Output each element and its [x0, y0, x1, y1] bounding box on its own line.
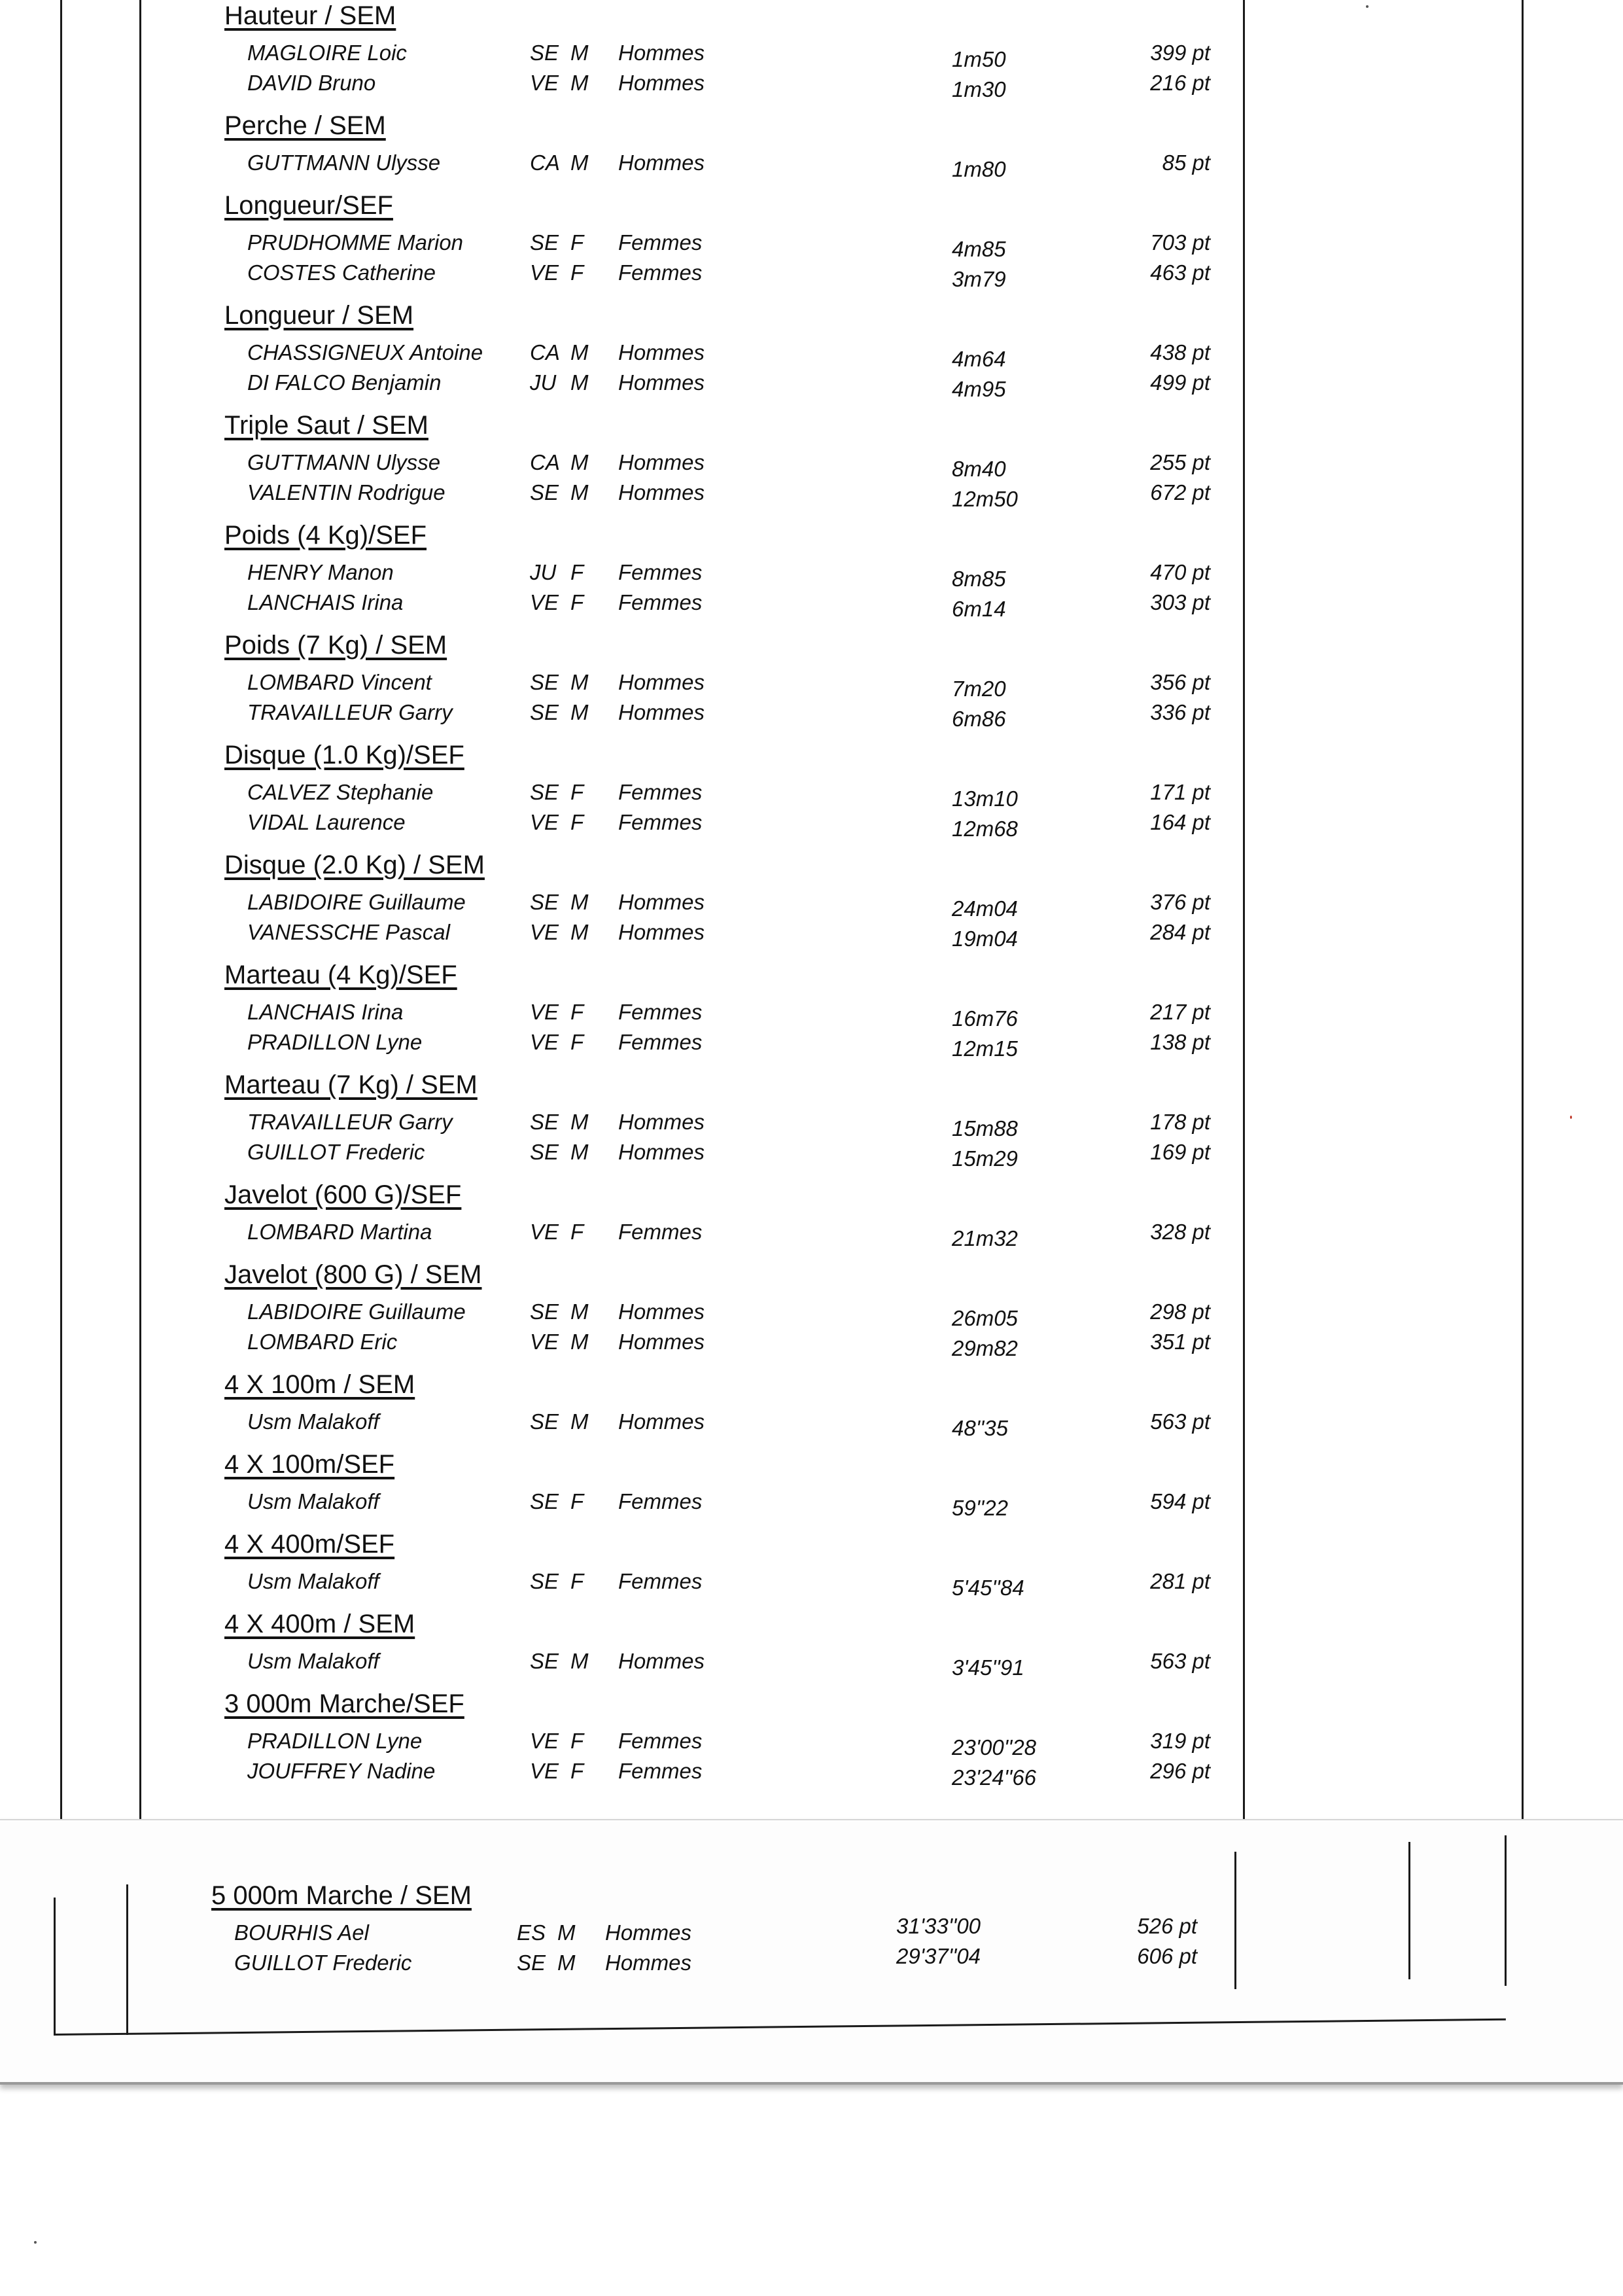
points: 164 pt — [1150, 810, 1210, 834]
category: SE — [517, 1951, 546, 1975]
sex: M — [557, 1920, 576, 1945]
points: 255 pt — [1150, 450, 1210, 474]
performance: 4m64 — [952, 347, 1006, 371]
athlete-name: Usm Malakoff — [247, 1489, 379, 1513]
points: 281 pt — [1150, 1569, 1210, 1593]
performance: 7m20 — [952, 677, 1006, 701]
points: 169 pt — [1150, 1140, 1210, 1164]
category: SE — [530, 1649, 559, 1673]
category: VE — [530, 1030, 559, 1054]
points: 328 pt — [1150, 1220, 1210, 1244]
points: 217 pt — [1150, 1000, 1210, 1024]
performance: 15m88 — [952, 1116, 1018, 1140]
performance: 48''35 — [952, 1416, 1009, 1440]
category: SE — [530, 1140, 559, 1164]
points: 351 pt — [1150, 1330, 1210, 1354]
gender-group: Femmes — [618, 260, 703, 285]
category: SE — [530, 1110, 559, 1134]
athlete-name: DAVID Bruno — [247, 71, 376, 95]
gender-group: Hommes — [618, 670, 705, 694]
athlete-name: VIDAL Laurence — [247, 810, 406, 834]
athlete-name: Usm Malakoff — [247, 1569, 379, 1593]
sex: M — [570, 1409, 589, 1434]
gender-group: Hommes — [605, 1951, 692, 1975]
points: 356 pt — [1150, 670, 1210, 694]
sex: M — [570, 1110, 589, 1134]
points: 85 pt — [1162, 150, 1210, 175]
sex: M — [570, 1649, 589, 1673]
athlete-name: LOMBARD Martina — [247, 1220, 432, 1244]
sex: F — [570, 230, 584, 255]
gender-group: Femmes — [618, 810, 703, 834]
athlete-name: HENRY Manon — [247, 560, 394, 584]
sex: M — [570, 71, 589, 95]
category: SE — [530, 1299, 559, 1324]
sex: M — [570, 41, 589, 65]
performance: 12m15 — [952, 1036, 1018, 1061]
category: JU — [530, 370, 557, 395]
performance: 24m04 — [952, 896, 1018, 921]
performance: 19m04 — [952, 927, 1018, 951]
points: 563 pt — [1150, 1409, 1210, 1434]
sex: M — [570, 920, 589, 944]
performance: 26m05 — [952, 1306, 1018, 1330]
event-title: 4 X 100m/SEF — [224, 1450, 395, 1479]
event-title: Disque (2.0 Kg) / SEM — [224, 851, 485, 879]
points: 319 pt — [1150, 1729, 1210, 1753]
athlete-name: TRAVAILLEUR Garry — [247, 700, 453, 724]
category: VE — [530, 1220, 559, 1244]
category: SE — [530, 230, 559, 255]
performance: 12m50 — [952, 487, 1018, 511]
athlete-name: LANCHAIS Irina — [247, 590, 404, 614]
gender-group: Femmes — [618, 590, 703, 614]
gender-group: Femmes — [618, 780, 703, 804]
sex: F — [570, 1729, 584, 1753]
category: VE — [530, 920, 559, 944]
sex: M — [570, 700, 589, 724]
gender-group: Femmes — [618, 1030, 703, 1054]
points-column-line — [1243, 0, 1245, 1822]
athlete-name: GUTTMANN Ulysse — [247, 150, 441, 175]
points: 526 pt — [1137, 1914, 1197, 1938]
points: 138 pt — [1150, 1030, 1210, 1054]
category: VE — [530, 810, 559, 834]
category: SE — [530, 670, 559, 694]
sex: F — [570, 1489, 584, 1513]
sex: M — [570, 1299, 589, 1324]
performance: 6m14 — [952, 597, 1006, 621]
category: SE — [530, 700, 559, 724]
points: 563 pt — [1150, 1649, 1210, 1673]
sex: F — [570, 1000, 584, 1024]
event-title: Disque (1.0 Kg)/SEF — [224, 741, 464, 769]
scan-speck — [34, 2241, 37, 2244]
category: CA — [530, 340, 560, 364]
gender-group: Hommes — [618, 370, 705, 395]
points: 606 pt — [1137, 1944, 1197, 1968]
sex: F — [570, 560, 584, 584]
sex: M — [570, 890, 589, 914]
performance: 1m50 — [952, 47, 1006, 71]
event-title: Longueur/SEF — [224, 191, 393, 220]
event-title: 4 X 400m / SEM — [224, 1610, 415, 1638]
category: VE — [530, 1330, 559, 1354]
event-title: 4 X 400m/SEF — [224, 1530, 395, 1559]
strip-right-line-b — [1505, 1835, 1507, 1986]
category: ES — [517, 1920, 546, 1945]
athlete-name: LABIDOIRE Guillaume — [247, 890, 466, 914]
sex: M — [570, 480, 589, 504]
sex: F — [570, 1220, 584, 1244]
gender-group: Femmes — [618, 1759, 703, 1783]
category: VE — [530, 260, 559, 285]
athlete-name: PRADILLON Lyne — [247, 1729, 423, 1753]
strip-points-line — [1234, 1852, 1236, 1989]
sex: M — [557, 1951, 576, 1975]
strip-right-line-a — [1408, 1842, 1410, 1979]
gender-group: Hommes — [618, 890, 705, 914]
sex: M — [570, 1140, 589, 1164]
gender-group: Hommes — [618, 1330, 705, 1354]
gender-group: Hommes — [618, 150, 705, 175]
category: SE — [530, 890, 559, 914]
sex: F — [570, 780, 584, 804]
performance: 23'24''66 — [952, 1765, 1037, 1790]
performance: 6m86 — [952, 707, 1006, 731]
gender-group: Femmes — [618, 1220, 703, 1244]
gender-group: Femmes — [618, 230, 703, 255]
performance: 4m85 — [952, 237, 1006, 261]
category: JU — [530, 560, 557, 584]
athlete-name: JOUFFREY Nadine — [247, 1759, 436, 1783]
gender-group: Hommes — [618, 920, 705, 944]
performance: 29'37''04 — [896, 1944, 981, 1968]
sex: M — [570, 670, 589, 694]
gender-group: Hommes — [618, 480, 705, 504]
sex: F — [570, 1569, 584, 1593]
athlete-name: PRADILLON Lyne — [247, 1030, 423, 1054]
performance: 8m85 — [952, 567, 1006, 591]
event-title: Perche / SEM — [224, 111, 386, 140]
gender-group: Hommes — [618, 1140, 705, 1164]
performance: 1m30 — [952, 77, 1006, 101]
athlete-name: LABIDOIRE Guillaume — [247, 1299, 466, 1324]
category: SE — [530, 480, 559, 504]
athlete-name: VALENTIN Rodrigue — [247, 480, 445, 504]
points: 171 pt — [1150, 780, 1210, 804]
athlete-name: BOURHIS Ael — [234, 1920, 369, 1945]
sex: M — [570, 450, 589, 474]
event-title: Triple Saut / SEM — [224, 411, 428, 440]
gender-group: Femmes — [618, 560, 703, 584]
event-title: Javelot (600 G)/SEF — [224, 1180, 462, 1209]
athlete-name: PRUDHOMME Marion — [247, 230, 464, 255]
gender-group: Hommes — [618, 450, 705, 474]
gender-group: Hommes — [618, 1649, 705, 1673]
athlete-name: LOMBARD Vincent — [247, 670, 432, 694]
performance: 29m82 — [952, 1336, 1018, 1360]
gender-group: Hommes — [618, 71, 705, 95]
performance: 13m10 — [952, 786, 1018, 811]
event-title: Hauteur / SEM — [224, 1, 396, 30]
points: 594 pt — [1150, 1489, 1210, 1513]
category: SE — [530, 1409, 559, 1434]
points: 672 pt — [1150, 480, 1210, 504]
points: 336 pt — [1150, 700, 1210, 724]
performance: 3'45''91 — [952, 1655, 1024, 1680]
performance: 3m79 — [952, 267, 1006, 291]
performance: 12m68 — [952, 817, 1018, 841]
points: 178 pt — [1150, 1110, 1210, 1134]
category: SE — [530, 1489, 559, 1513]
gender-group: Femmes — [618, 1000, 703, 1024]
gender-group: Femmes — [618, 1729, 703, 1753]
points: 499 pt — [1150, 370, 1210, 395]
points: 296 pt — [1150, 1759, 1210, 1783]
category: SE — [530, 41, 559, 65]
gender-group: Femmes — [618, 1489, 703, 1513]
performance: 1m80 — [952, 157, 1006, 181]
performance: 4m95 — [952, 377, 1006, 401]
event-title: Poids (7 Kg) / SEM — [224, 631, 447, 660]
scan-speck — [1570, 1116, 1572, 1119]
strip-left-line — [54, 1898, 56, 2035]
athlete-name: CHASSIGNEUX Antoine — [247, 340, 483, 364]
sex: M — [570, 150, 589, 175]
points: 284 pt — [1150, 920, 1210, 944]
gender-group: Hommes — [618, 41, 705, 65]
event-title: 5 000m Marche / SEM — [211, 1881, 472, 1910]
athlete-name: MAGLOIRE Loic — [247, 41, 407, 65]
sex: F — [570, 810, 584, 834]
inner-left-border-line — [139, 0, 141, 1822]
athlete-name: TRAVAILLEUR Garry — [247, 1110, 453, 1134]
athlete-name: CALVEZ Stephanie — [247, 780, 434, 804]
category: VE — [530, 590, 559, 614]
performance: 31'33''00 — [896, 1914, 981, 1938]
sex: F — [570, 590, 584, 614]
points: 216 pt — [1150, 71, 1210, 95]
performance: 16m76 — [952, 1006, 1018, 1031]
points: 399 pt — [1150, 41, 1210, 65]
gender-group: Hommes — [618, 340, 705, 364]
sex: M — [570, 340, 589, 364]
athlete-name: VANESSCHE Pascal — [247, 920, 450, 944]
category: SE — [530, 1569, 559, 1593]
gender-group: Femmes — [618, 1569, 703, 1593]
points: 470 pt — [1150, 560, 1210, 584]
category: VE — [530, 1729, 559, 1753]
points: 303 pt — [1150, 590, 1210, 614]
event-title: Marteau (4 Kg)/SEF — [224, 961, 457, 989]
outer-right-border-line — [1522, 0, 1524, 1822]
event-title: 4 X 100m / SEM — [224, 1370, 415, 1399]
category: VE — [530, 1759, 559, 1783]
left-border-line — [60, 0, 62, 1822]
athlete-name: Usm Malakoff — [247, 1409, 379, 1434]
gender-group: Hommes — [618, 1299, 705, 1324]
athlete-name: COSTES Catherine — [247, 260, 436, 285]
event-title: Marteau (7 Kg) / SEM — [224, 1070, 478, 1099]
performance: 21m32 — [952, 1226, 1018, 1250]
performance: 8m40 — [952, 457, 1006, 481]
points: 376 pt — [1150, 890, 1210, 914]
gender-group: Hommes — [605, 1920, 692, 1945]
gender-group: Hommes — [618, 1409, 705, 1434]
sex: M — [570, 370, 589, 395]
sex: F — [570, 260, 584, 285]
points: 298 pt — [1150, 1299, 1210, 1324]
sex: F — [570, 1759, 584, 1783]
sex: F — [570, 1030, 584, 1054]
event-title: Poids (4 Kg)/SEF — [224, 521, 427, 550]
category: VE — [530, 71, 559, 95]
athlete-name: LOMBARD Eric — [247, 1330, 398, 1354]
strip-inner-left-line — [126, 1884, 128, 2035]
category: SE — [530, 780, 559, 804]
athlete-name: GUILLOT Frederic — [234, 1951, 412, 1975]
athlete-name: DI FALCO Benjamin — [247, 370, 442, 395]
points: 438 pt — [1150, 340, 1210, 364]
category: CA — [530, 150, 560, 175]
athlete-name: GUTTMANN Ulysse — [247, 450, 441, 474]
event-title: 3 000m Marche/SEF — [224, 1689, 464, 1718]
sex: M — [570, 1330, 589, 1354]
event-title: Longueur / SEM — [224, 301, 414, 330]
performance: 15m29 — [952, 1146, 1018, 1171]
gender-group: Hommes — [618, 1110, 705, 1134]
performance: 5'45''84 — [952, 1576, 1024, 1600]
athlete-name: LANCHAIS Irina — [247, 1000, 404, 1024]
athlete-name: Usm Malakoff — [247, 1649, 379, 1673]
scan-speck — [1366, 5, 1369, 8]
points: 463 pt — [1150, 260, 1210, 285]
category: VE — [530, 1000, 559, 1024]
performance: 59''22 — [952, 1496, 1009, 1520]
event-title: Javelot (800 G) / SEM — [224, 1260, 482, 1289]
category: CA — [530, 450, 560, 474]
gender-group: Hommes — [618, 700, 705, 724]
performance: 23'00''28 — [952, 1735, 1037, 1759]
athlete-name: GUILLOT Frederic — [247, 1140, 425, 1164]
points: 703 pt — [1150, 230, 1210, 255]
